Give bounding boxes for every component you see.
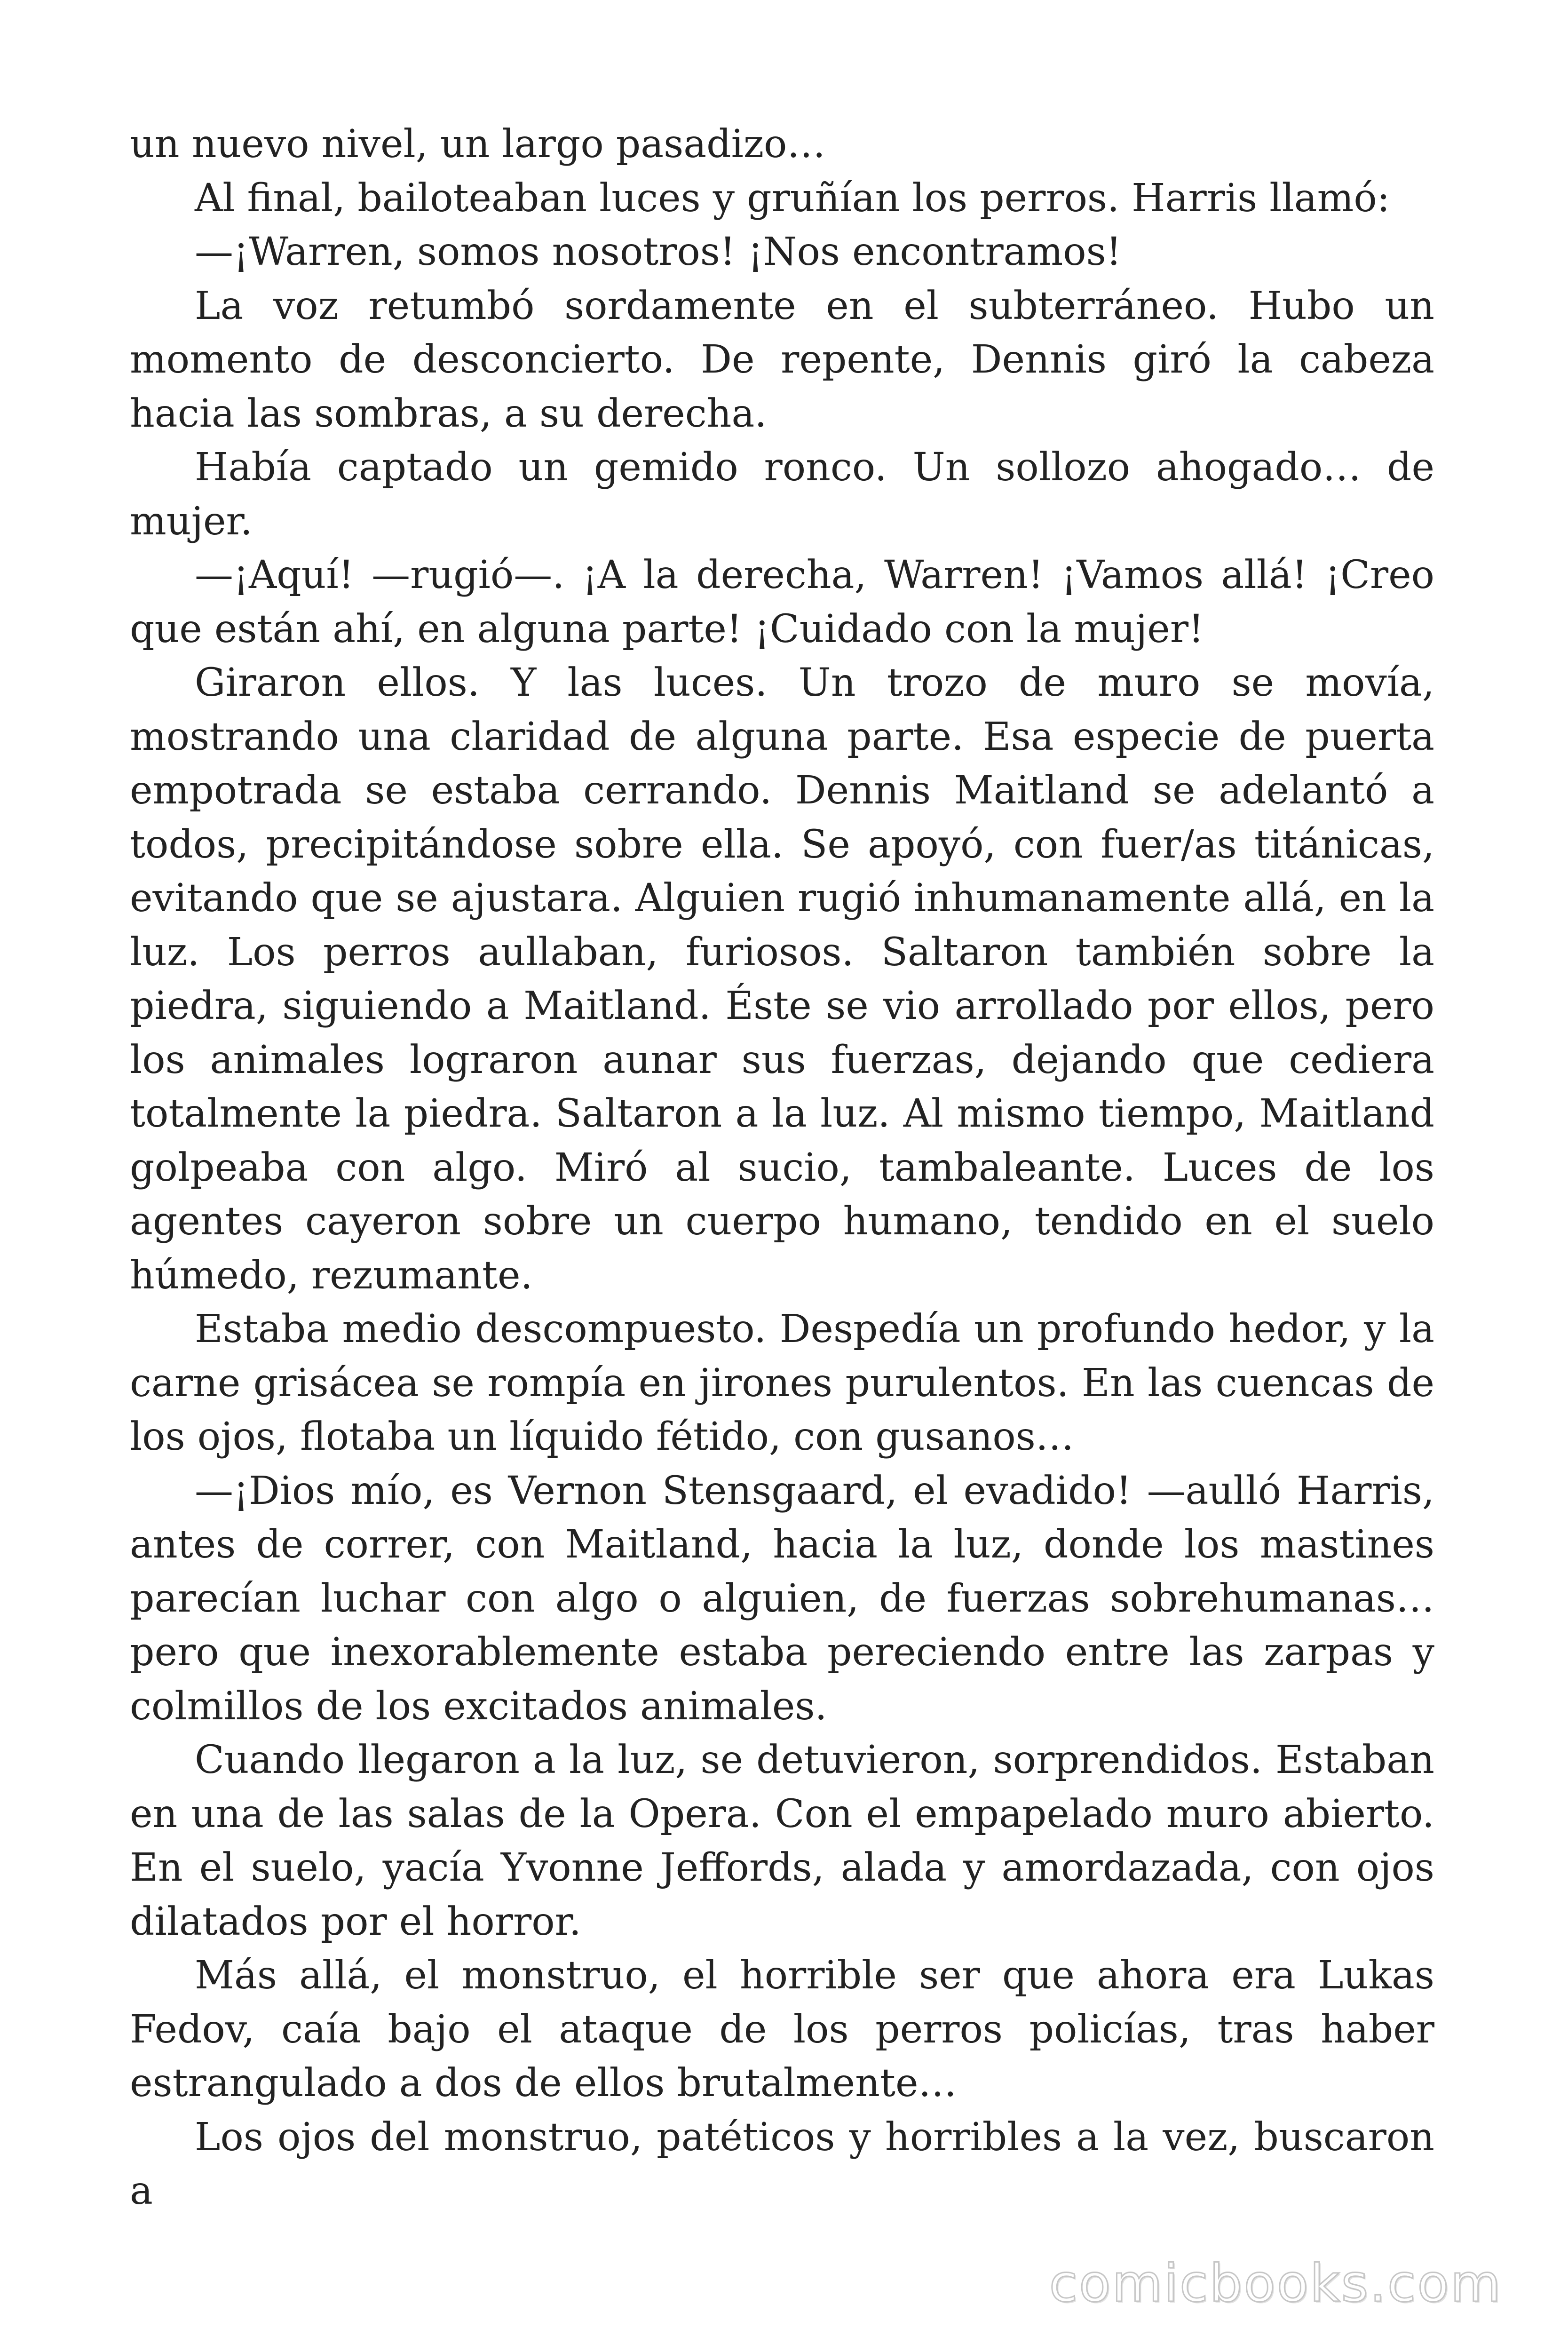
watermark-logo: comicbooks.com xyxy=(1049,2253,1502,2313)
paragraph-12: Los ojos del monstruo, patéticos y horribles a la vez, buscaron a xyxy=(130,2114,1434,2213)
paragraph-5: Había captado un gemido ronco. Un sollozo ahogado… de mujer. xyxy=(130,445,1434,544)
paragraph-4: La voz retumbó sordamente en el subterráneo. Hubo un momento de desconcierto. De repente, Dennis giró la cabeza hacia las sombras, a su derecha. xyxy=(130,283,1434,436)
paragraph-8: Estaba medio descompuesto. Despedía un profundo hedor, y la carne grisácea se rompía en jirones purulentos. En las cuencas de los ojos, flotaba un líquido fétido, con gusanos… xyxy=(130,1307,1434,1459)
paragraph-3: —¡Warren, somos nosotros! ¡Nos encontramos! xyxy=(195,230,1122,274)
paragraph-9: —¡Dios mío, es Vernon Stensgaard, el evadido! —aulló Harris, antes de correr, con Maitland, hacia la luz, donde los mastines parecían luchar con algo o alguien, de fuerzas sobrehumanas… pero que inexorablemente estaba pereciendo entre las zarpas y colmillos de los excitados animales. xyxy=(130,1468,1434,1729)
paragraph-6: —¡Aquí! —rugió—. ¡A la derecha, Warren! ¡Vamos allá! ¡Creo que están ahí, en alguna parte! ¡Cuidado con la mujer! xyxy=(130,553,1434,652)
paragraph-2: Al final, bailoteaban luces y gruñían los perros. Harris llamó: xyxy=(195,175,1390,221)
paragraph-11: Más allá, el monstruo, el horrible ser que ahora era Lukas Fedov, caía bajo el ataque de los perros policías, tras haber estrangulado a dos de ellos brutalmente… xyxy=(130,1953,1434,2106)
paragraph-10: Cuando llegaron a la luz, se detuvieron, sorprendidos. Estaban en una de las salas de la Opera. Con el empapelado muro abierto. En el suelo, yacía Yvonne Jeffords, alada y amordazada, con ojos dilatados por el horror. xyxy=(130,1738,1434,1944)
page-body xyxy=(130,118,1434,2218)
paragraph-7: Giraron ellos. Y las luces. Un trozo de muro se movía, mostrando una claridad de alguna parte. Esa especie de puerta empotrada se estaba cerrando. Dennis Maitland se adelantó a todos, precipitándose sobre ella. Se apoyó, con fuer/as titánicas, evitando que se ajustara. Alguien rugió inhumanamente allá, en la luz. Los perros aullaban, furiosos. Saltaron también sobre la piedra, siguiendo a Maitland. Éste se vio arrollado por ellos, pero los animales lograron aunar sus fuerzas, dejando que cediera totalmente la piedra. Saltaron a la luz. Al mismo tiempo, Maitland golpeaba con algo. Miró al sucio, tambaleante. Luces de los agentes cayeron sobre un cuerpo humano, tendido en el suelo húmedo, rezumante. xyxy=(130,660,1434,1298)
paragraph-1: un nuevo nivel, un largo pasadizo… xyxy=(130,122,826,167)
